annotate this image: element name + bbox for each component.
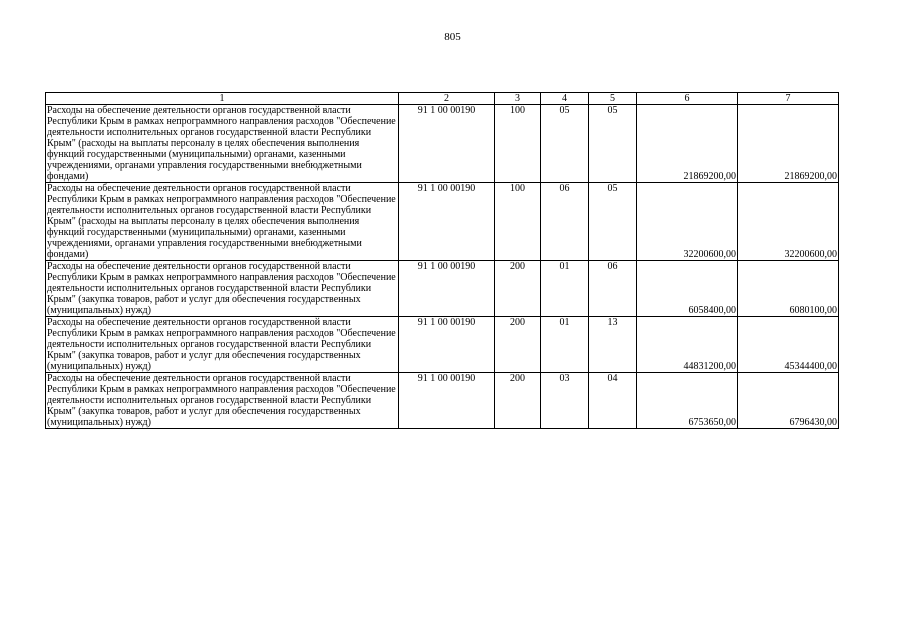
amount-col-7: 32200600,00: [738, 183, 839, 261]
table-row: [46, 373, 839, 429]
column-header: 1: [46, 93, 399, 105]
target-article-code: 91 1 00 00190: [399, 373, 495, 429]
expense-description: Расходы на обеспечение деятельности органов государственной власти Республики Крым в рамках непрограммного направления расходов "Обеспечение деятельности исполнительных органов государственной власти Республики Крым" (закупка товаров, работ и услуг для обеспечения государственных (муниципальных) нужд): [46, 373, 399, 429]
expense-type-code: 200: [495, 317, 541, 373]
subsection-code: 05: [589, 105, 637, 183]
expense-description: Расходы на обеспечение деятельности органов государственной власти Республики Крым в рамках непрограммного направления расходов "Обеспечение деятельности исполнительных органов государственной власти Республики Крым" (расходы на выплаты персоналу в целях обеспечения выполнения функций государственными (муниципальными) органами, казенными учреждениями, органами управления государственными внебюджетными фондами): [46, 183, 399, 261]
amount-col-7: 21869200,00: [738, 105, 839, 183]
section-code: 05: [541, 105, 589, 183]
expense-description: Расходы на обеспечение деятельности органов государственной власти Республики Крым в рамках непрограммного направления расходов "Обеспечение деятельности исполнительных органов государственной власти Республики Крым" (закупка товаров, работ и услуг для обеспечения государственных (муниципальных) нужд): [46, 261, 399, 317]
expense-description: Расходы на обеспечение деятельности органов государственной власти Республики Крым в рамках непрограммного направления расходов "Обеспечение деятельности исполнительных органов государственной власти Республики Крым" (расходы на выплаты персоналу в целях обеспечения выполнения функций государственными (муниципальными) органами, казенными учреждениями, органами управления государственными внебюджетными фондами): [46, 105, 399, 183]
table-row: [46, 317, 839, 373]
subsection-code: 04: [589, 373, 637, 429]
amount-col-6: 6058400,00: [637, 261, 738, 317]
budget-table: [45, 92, 839, 429]
subsection-code: 13: [589, 317, 637, 373]
section-code: 03: [541, 373, 589, 429]
page-number: 805: [444, 31, 461, 43]
amount-col-7: 45344400,00: [738, 317, 839, 373]
table-row: [46, 183, 839, 261]
amount-col-6: 21869200,00: [637, 105, 738, 183]
amount-col-6: 32200600,00: [637, 183, 738, 261]
expense-type-code: 200: [495, 261, 541, 317]
amount-col-7: 6796430,00: [738, 373, 839, 429]
target-article-code: 91 1 00 00190: [399, 261, 495, 317]
column-header: 7: [738, 93, 839, 105]
expense-type-code: 200: [495, 373, 541, 429]
amount-col-7: 6080100,00: [738, 261, 839, 317]
column-number-row: [46, 93, 839, 105]
section-code: 06: [541, 183, 589, 261]
expense-description: Расходы на обеспечение деятельности органов государственной власти Республики Крым в рамках непрограммного направления расходов "Обеспечение деятельности исполнительных органов государственной власти Республики Крым" (закупка товаров, работ и услуг для обеспечения государственных (муниципальных) нужд): [46, 317, 399, 373]
column-header: 3: [495, 93, 541, 105]
column-header: 2: [399, 93, 495, 105]
subsection-code: 05: [589, 183, 637, 261]
section-code: 01: [541, 317, 589, 373]
table-row: [46, 261, 839, 317]
subsection-code: 06: [589, 261, 637, 317]
column-header: 5: [589, 93, 637, 105]
column-header: 4: [541, 93, 589, 105]
section-code: 01: [541, 261, 589, 317]
amount-col-6: 6753650,00: [637, 373, 738, 429]
target-article-code: 91 1 00 00190: [399, 317, 495, 373]
table-row: [46, 105, 839, 183]
amount-col-6: 44831200,00: [637, 317, 738, 373]
target-article-code: 91 1 00 00190: [399, 183, 495, 261]
expense-type-code: 100: [495, 105, 541, 183]
expense-type-code: 100: [495, 183, 541, 261]
column-header: 6: [637, 93, 738, 105]
target-article-code: 91 1 00 00190: [399, 105, 495, 183]
